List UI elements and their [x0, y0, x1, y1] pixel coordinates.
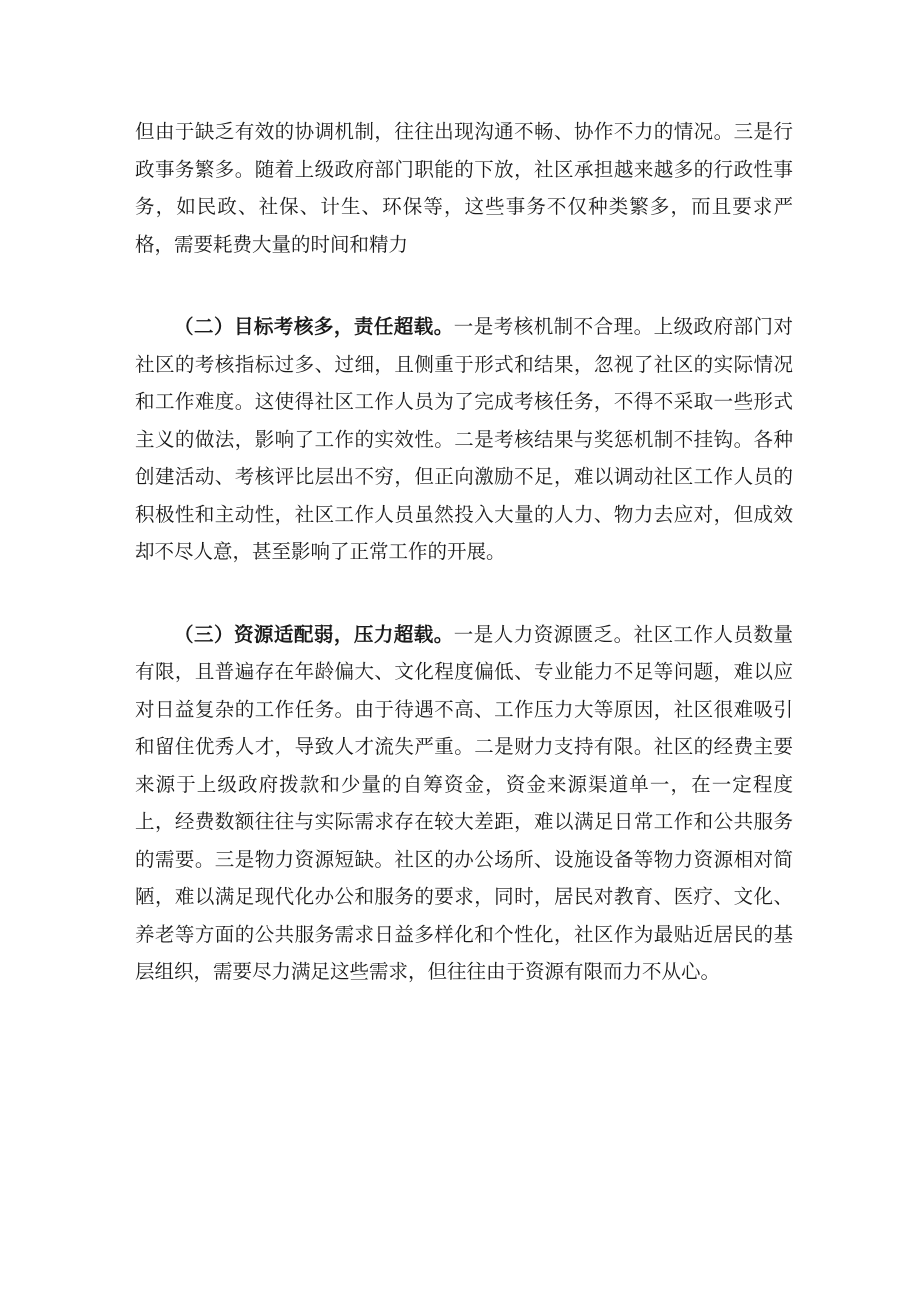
paragraph-body: 一是考核机制不合理。上级政府部门对社区的考核指标过多、过细，且侧重于形式和结果，忽视了社区的实际情况和工作难度。这使得社区工作人员为了完成考核任务，不得不采取一些形式主义的做法，影响了工作的实效性。二是考核结果与奖惩机制不挂钩。各种创建活动、考核评比层出不穷，但正向激励不足，难以调动社区工作人员的积极性和主动性，社区工作人员虽然投入大量的人力、物力去应对，但成效却不尽人意，甚至影响了正常工作的开展。 [135, 315, 793, 563]
section-heading: （三）资源适配弱，压力超载。 [174, 622, 454, 646]
paragraph-continuation [135, 113, 793, 263]
paragraph-section-3 [135, 616, 793, 991]
section-heading: （二）目标考核多，责任超载。 [174, 315, 454, 338]
paragraph-section-2 [135, 308, 793, 571]
document-page [135, 113, 793, 991]
paragraph-body: 一是人力资源匮乏。社区工作人员数量有限，且普遍存在年龄偏大、文化程度偏低、专业能力不足等问题，难以应对日益复杂的工作任务。由于待遇不高、工作压力大等原因，社区很难吸引和留住优秀人才，导致人才流失严重。二是财力支持有限。社区的经费主要来源于上级政府拨款和少量的自筹资金，资金来源渠道单一，在一定程度上，经费数额往往与实际需求存在较大差距，难以满足日常工作和公共服务的需要。三是物力资源短缺。社区的办公场所、设施设备等物力资源相对简陋，难以满足现代化办公和服务的要求，同时，居民对教育、医疗、文化、养老等方面的公共服务需求日益多样化和个性化，社区作为最贴近居民的基层组织，需要尽力满足这些需求，但往往由于资源有限而力不从心。 [135, 622, 793, 983]
paragraph-body: 但由于缺乏有效的协调机制，往往出现沟通不畅、协作不力的情况。三是行政事务繁多。随着上级政府部门职能的下放，社区承担越来越多的行政性事务，如民政、社保、计生、环保等，这些事务不仅种类繁多，而且要求严格，需要耗费大量的时间和精力 [135, 120, 793, 256]
